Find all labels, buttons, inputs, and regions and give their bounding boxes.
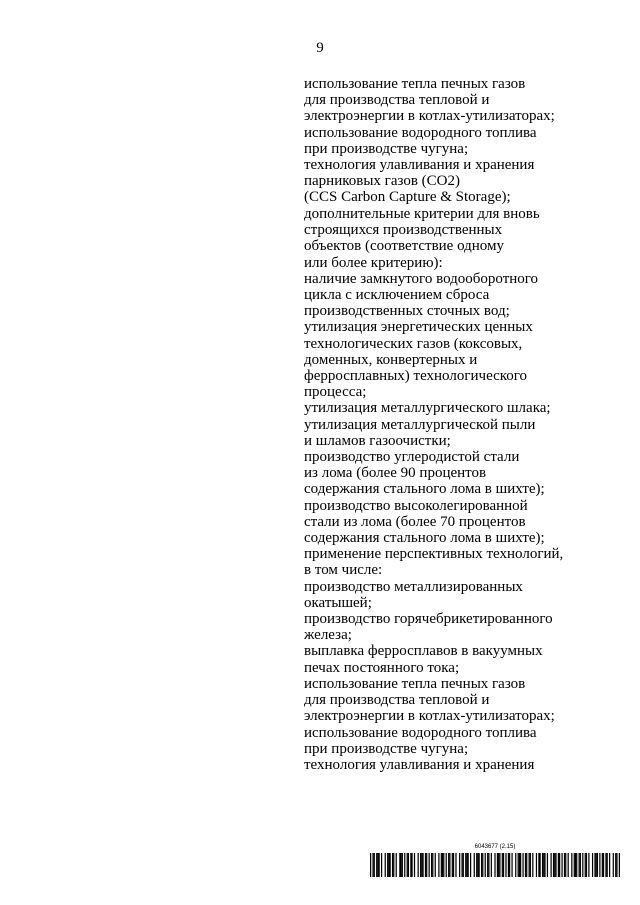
barcode-bar	[418, 853, 419, 877]
barcode-bar	[594, 853, 595, 877]
text-line: строящихся производственных	[304, 222, 503, 239]
barcode-bar	[550, 853, 551, 877]
barcode-bar	[491, 853, 492, 877]
barcode-bar	[399, 853, 400, 877]
text-line: производство высоколегированной	[304, 497, 528, 514]
text-line: железа;	[304, 627, 352, 644]
barcode-bar	[520, 853, 521, 877]
barcode-bar	[597, 853, 598, 877]
barcode-bar	[529, 853, 530, 877]
barcode-bar	[575, 853, 576, 877]
barcode-bar	[453, 853, 454, 877]
barcode-bar	[459, 853, 460, 877]
barcode-bar	[505, 853, 506, 877]
barcode-bar	[615, 853, 616, 877]
barcode-bar	[372, 853, 373, 877]
barcode-bar	[470, 853, 471, 877]
barcode-bar	[390, 853, 391, 877]
barcode-bar	[461, 853, 462, 877]
text-line: окатышей;	[304, 594, 372, 611]
text-line: электроэнергии в котлах-утилизаторах;	[304, 108, 555, 125]
barcode-bar	[443, 853, 444, 877]
barcode-bar	[396, 853, 397, 877]
text-line: парниковых газов (CO2)	[304, 173, 460, 190]
barcode-bar	[385, 853, 386, 877]
text-line: технология улавливания и хранения	[304, 756, 535, 773]
barcode-bar	[376, 853, 377, 877]
barcode-bar	[509, 853, 510, 877]
barcode-bar	[429, 853, 430, 877]
barcode-bar	[485, 853, 486, 877]
text-line: использование тепла печных газов	[304, 76, 526, 92]
barcode-bar	[410, 853, 411, 877]
barcode-bar	[499, 853, 500, 877]
text-line: электроэнергии в котлах-утилизаторах;	[304, 708, 555, 725]
barcode-bar	[474, 853, 475, 877]
text-line: процесса;	[304, 384, 367, 401]
barcode-label: 6043677 (2.15)	[474, 844, 516, 850]
text-line: стали из лома (более 70 процентов	[304, 513, 526, 530]
barcode-bar	[609, 853, 610, 877]
text-line: доменных, конвертерных и	[304, 351, 478, 368]
barcode-bar	[455, 853, 456, 877]
barcode-bar	[442, 853, 443, 877]
barcode-bar	[565, 853, 566, 877]
text-line: и шламов газоочистки;	[304, 432, 451, 449]
barcode-bar	[543, 853, 544, 877]
barcode-bar	[553, 853, 554, 877]
text-line: утилизация металлургического шлака;	[304, 400, 551, 417]
barcode-bar	[613, 853, 614, 877]
text-line: технологических газов (коксовых,	[304, 335, 523, 352]
barcode-bar	[530, 853, 531, 877]
barcode-bar	[494, 853, 495, 877]
barcode-bar	[392, 853, 393, 877]
barcode-bar	[441, 853, 442, 877]
barcode-bar	[381, 853, 382, 877]
barcode-bar	[477, 853, 478, 877]
barcode-bar	[377, 853, 378, 877]
text-line: или более критерию):	[304, 254, 443, 271]
barcode-bar	[463, 853, 464, 877]
barcode-bar	[508, 853, 509, 877]
barcode-bar	[518, 853, 519, 877]
barcode-bar	[432, 853, 433, 877]
text-line: производство углеродистой стали	[304, 449, 520, 466]
page-number: 9	[316, 40, 324, 56]
barcode-bar	[586, 853, 587, 877]
text-line: для производства тепловой и	[304, 92, 490, 109]
text-line: для производства тепловой и	[304, 692, 490, 709]
barcode-bar	[568, 853, 569, 877]
barcode-bar	[540, 853, 541, 877]
barcode-bar	[452, 853, 453, 877]
text-line: выплавка ферросплавов в вакуумных	[304, 643, 543, 660]
text-line: использование водородного топлива	[304, 724, 537, 741]
barcode-bar	[468, 853, 469, 877]
barcode-bar	[407, 853, 408, 877]
text-line: ферросплавных) технологического	[304, 368, 528, 385]
barcode-bar	[519, 853, 520, 877]
barcode-bar	[554, 853, 555, 877]
text-line: технология улавливания и хранения	[304, 157, 535, 174]
barcode-bar	[420, 853, 421, 877]
barcode-bar	[605, 853, 606, 877]
text-line: утилизация металлургической пыли	[304, 416, 536, 433]
barcode-area	[370, 844, 620, 878]
barcode-bar	[388, 853, 389, 877]
text-line: содержания стального лома в шихте);	[304, 481, 545, 498]
barcode-bar	[588, 853, 589, 877]
barcode-bar	[522, 853, 523, 877]
barcode-bar	[599, 853, 600, 877]
barcode-bar	[404, 853, 405, 877]
barcode-bar	[555, 853, 556, 877]
barcode-bar	[379, 853, 380, 877]
barcode-bar	[426, 853, 427, 877]
barcode-bar	[559, 853, 560, 877]
barcode-bar	[449, 853, 450, 877]
barcode-bar	[542, 853, 543, 877]
barcode-bar	[425, 853, 426, 877]
barcode-bar	[435, 853, 436, 877]
barcode-bar	[487, 853, 488, 877]
text-line: использование водородного топлива	[304, 124, 537, 141]
text-line: при производстве чугуна;	[304, 740, 469, 757]
barcode-bar	[619, 853, 620, 877]
barcode-bar	[561, 853, 562, 877]
text-line: наличие замкнутого водооборотного	[304, 270, 539, 287]
barcode-bar	[448, 853, 449, 877]
barcode-bar	[402, 853, 403, 877]
text-line: (CCS Carbon Capture & Storage);	[304, 189, 511, 206]
barcode-bar	[502, 853, 503, 877]
barcode-bar	[481, 853, 482, 877]
barcode-bar	[431, 853, 432, 877]
barcode-bar	[582, 853, 583, 877]
barcode-bar	[576, 853, 577, 877]
barcode-bar	[446, 853, 447, 877]
barcode-bar	[536, 853, 537, 877]
barcode-bar	[400, 853, 401, 877]
barcode-bar	[370, 853, 371, 877]
barcode-bar	[411, 853, 412, 877]
text-line: печах постоянного тока;	[304, 659, 460, 676]
barcode-bar	[580, 853, 581, 877]
text-line: объектов (соответствие одному	[304, 238, 505, 255]
barcode-bar	[488, 853, 489, 877]
barcode-bar	[544, 853, 545, 877]
barcode-bar	[525, 853, 526, 877]
text-line: содержания стального лома в шихте);	[304, 530, 545, 547]
barcode-bar	[393, 853, 394, 877]
text-line: производство металлизированных	[304, 578, 523, 595]
barcode-bar	[558, 853, 559, 877]
barcode-bar	[408, 853, 409, 877]
text-line: при производстве чугуна;	[304, 140, 469, 157]
text-line: дополнительные критерии для вновь	[304, 206, 540, 222]
barcode-bar	[503, 853, 504, 877]
text-line: использование тепла печных газов	[304, 675, 526, 692]
barcode-bar	[497, 853, 498, 877]
barcode-bar	[374, 853, 375, 877]
text-block-main	[304, 206, 604, 773]
barcode-bar	[564, 853, 565, 877]
text-line: из лома (более 90 процентов	[304, 465, 487, 482]
barcode-bar	[607, 853, 608, 877]
barcode-bar	[482, 853, 483, 877]
barcode	[370, 853, 620, 877]
barcode-bar	[498, 853, 499, 877]
barcode-bar	[476, 853, 477, 877]
barcode-bar	[414, 853, 415, 877]
barcode-bar	[421, 853, 422, 877]
text-line: применение перспективных технологий,	[304, 546, 564, 563]
barcode-bar	[438, 853, 439, 877]
barcode-bar	[592, 853, 593, 877]
barcode-bar	[466, 853, 467, 877]
barcode-bar	[616, 853, 617, 877]
barcode-bar	[515, 853, 516, 877]
barcode-bar	[387, 853, 388, 877]
barcode-bar	[547, 853, 548, 877]
text-line: производство горячебрикетированного	[304, 611, 553, 628]
barcode-bar	[574, 853, 575, 877]
barcode-bar	[571, 853, 572, 877]
text-block-top	[304, 76, 604, 206]
barcode-bar	[479, 853, 480, 877]
barcode-bar	[532, 853, 533, 877]
barcode-bar	[585, 853, 586, 877]
barcode-bar	[422, 853, 423, 877]
text-line: в том числе:	[304, 562, 383, 579]
barcode-bar	[526, 853, 527, 877]
text-line: утилизация энергетических ценных	[304, 319, 533, 336]
barcode-bar	[538, 853, 539, 877]
barcode-bar	[603, 853, 604, 877]
barcode-bar	[579, 853, 580, 877]
text-line: производственных сточных вод;	[304, 303, 510, 320]
barcode-bar	[511, 853, 512, 877]
barcode-bar	[465, 853, 466, 877]
barcode-bar	[596, 853, 597, 877]
barcode-bar	[602, 853, 603, 877]
text-line: цикла с исключением сброса	[304, 287, 490, 304]
